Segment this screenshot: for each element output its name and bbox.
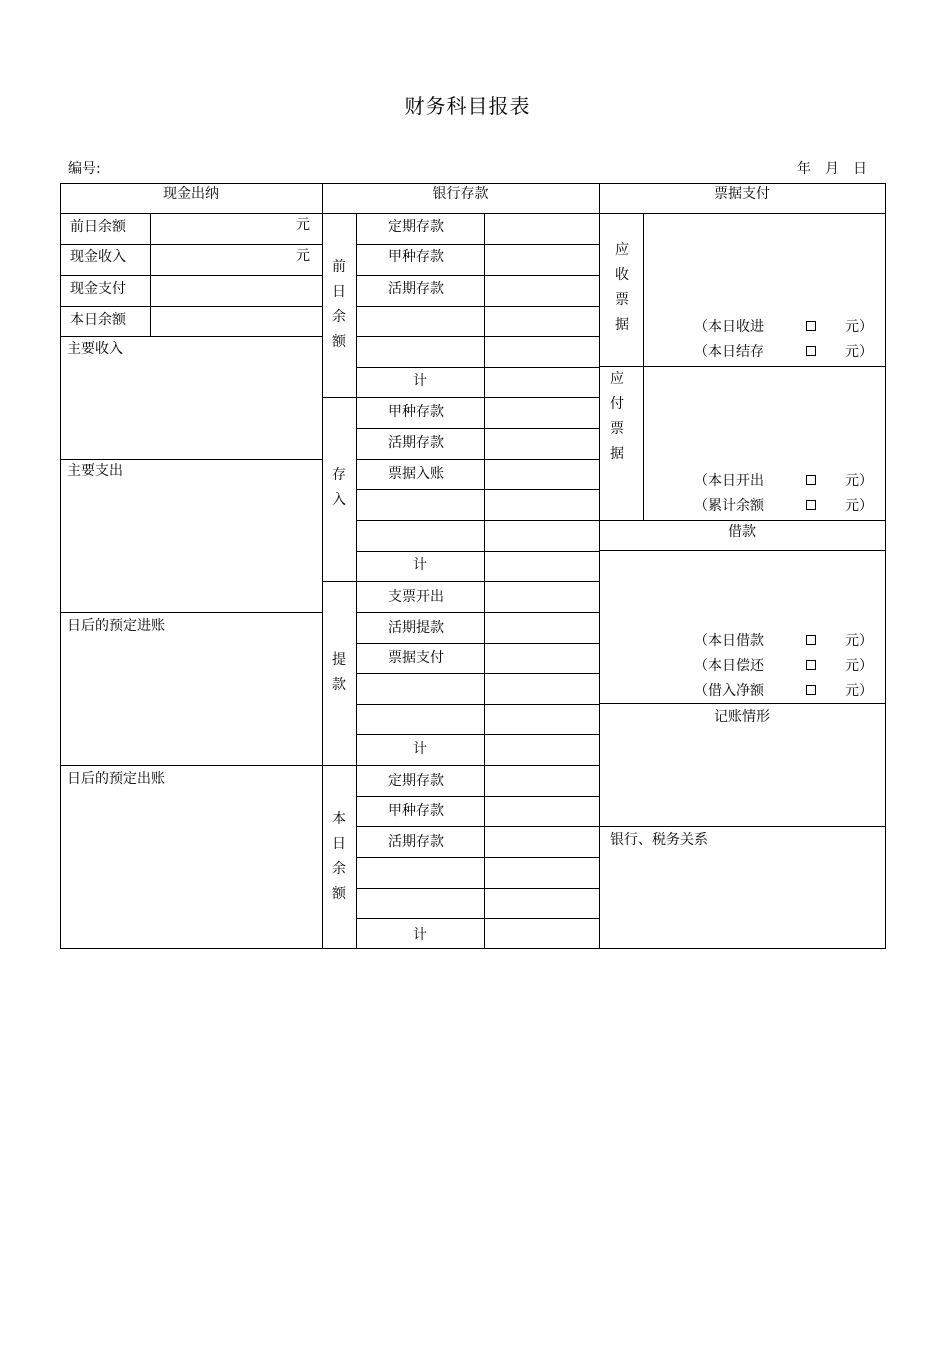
bank-deposit-total: 计 xyxy=(413,557,427,573)
bank-withdraw-group-label: 提 款 xyxy=(332,652,346,693)
loan-today-unit: 元） xyxy=(845,633,873,649)
loan-net-label: （借入净额 xyxy=(694,683,764,699)
bank-deposit-group-label: 存 入 xyxy=(332,467,346,508)
pay-balance-checkbox[interactable] xyxy=(806,500,816,510)
bank-today-total: 计 xyxy=(413,927,427,943)
loan-net-unit: 元） xyxy=(845,683,873,699)
bookkeeping-header: 记账情形 xyxy=(714,709,770,725)
bank-prev-group-label: 前 日 余 额 xyxy=(332,259,346,350)
loan-net-checkbox[interactable] xyxy=(806,685,816,695)
number-label: 编号: xyxy=(68,161,101,177)
cash-today-balance-label: 本日余额 xyxy=(70,312,126,328)
recv-balance-unit: 元） xyxy=(845,344,873,360)
date-label: 年 月 日 xyxy=(797,161,867,177)
bank-today-group-label: 本 日 余 额 xyxy=(332,811,346,902)
pay-balance-unit: 元） xyxy=(845,498,873,514)
header-cash: 现金出纳 xyxy=(163,186,219,202)
loan-repay-unit: 元） xyxy=(845,658,873,674)
bank-item-current: 活期存款 xyxy=(388,281,444,297)
cash-income-unit: 元 xyxy=(296,248,310,264)
recv-in-label: （本日收进 xyxy=(694,319,764,335)
pay-out-checkbox[interactable] xyxy=(806,475,816,485)
cash-payment-label: 现金支付 xyxy=(70,281,126,297)
loan-header: 借款 xyxy=(728,524,756,540)
bank-item-current-withdraw: 活期提款 xyxy=(388,620,444,636)
bank-item-type-a: 甲种存款 xyxy=(388,803,444,819)
recv-in-unit: 元） xyxy=(845,319,873,335)
planned-out-label: 日后的预定出账 xyxy=(67,771,165,787)
planned-in-label: 日后的预定进账 xyxy=(67,618,165,634)
pay-balance-label: （累计余额 xyxy=(694,498,764,514)
pay-out-unit: 元） xyxy=(845,473,873,489)
main-income-label: 主要收入 xyxy=(67,341,123,357)
header-bank: 银行存款 xyxy=(432,186,489,202)
bank-item-check-out: 支票开出 xyxy=(388,589,444,605)
bank-item-type-a: 甲种存款 xyxy=(388,249,444,265)
recv-balance-checkbox[interactable] xyxy=(806,346,816,356)
cash-income-label: 现金收入 xyxy=(70,249,126,265)
recv-in-checkbox[interactable] xyxy=(806,321,816,331)
loan-today-checkbox[interactable] xyxy=(806,635,816,645)
loan-today-label: （本日借款 xyxy=(694,633,764,649)
bank-item-current: 活期存款 xyxy=(388,834,444,850)
bank-prev-total: 计 xyxy=(413,373,427,389)
main-expense-label: 主要支出 xyxy=(67,463,123,479)
page-title: 财务科目报表 xyxy=(404,94,531,118)
recv-balance-label: （本日结存 xyxy=(694,344,764,360)
cash-prev-balance-label: 前日余额 xyxy=(70,219,126,235)
header-bills: 票据支付 xyxy=(714,186,770,202)
bank-item-fixed: 定期存款 xyxy=(388,219,444,235)
loan-repay-checkbox[interactable] xyxy=(806,660,816,670)
bank-item-fixed: 定期存款 xyxy=(388,773,444,789)
bank-item-bill-pay: 票据支付 xyxy=(388,650,444,666)
bills-receivable-label: 应 收 票 据 xyxy=(615,242,629,333)
bank-tax-label: 银行、税务关系 xyxy=(610,832,708,848)
pay-out-label: （本日开出 xyxy=(694,473,764,489)
bank-item-type-a: 甲种存款 xyxy=(388,404,444,420)
loan-repay-label: （本日偿还 xyxy=(694,658,764,674)
cash-prev-balance-unit: 元 xyxy=(296,217,310,233)
bills-payable-label: 应 付 票 据 xyxy=(610,371,624,462)
bank-withdraw-total: 计 xyxy=(413,741,427,757)
bank-item-current: 活期存款 xyxy=(388,435,444,451)
bank-item-bill-entry: 票据入账 xyxy=(388,466,444,482)
